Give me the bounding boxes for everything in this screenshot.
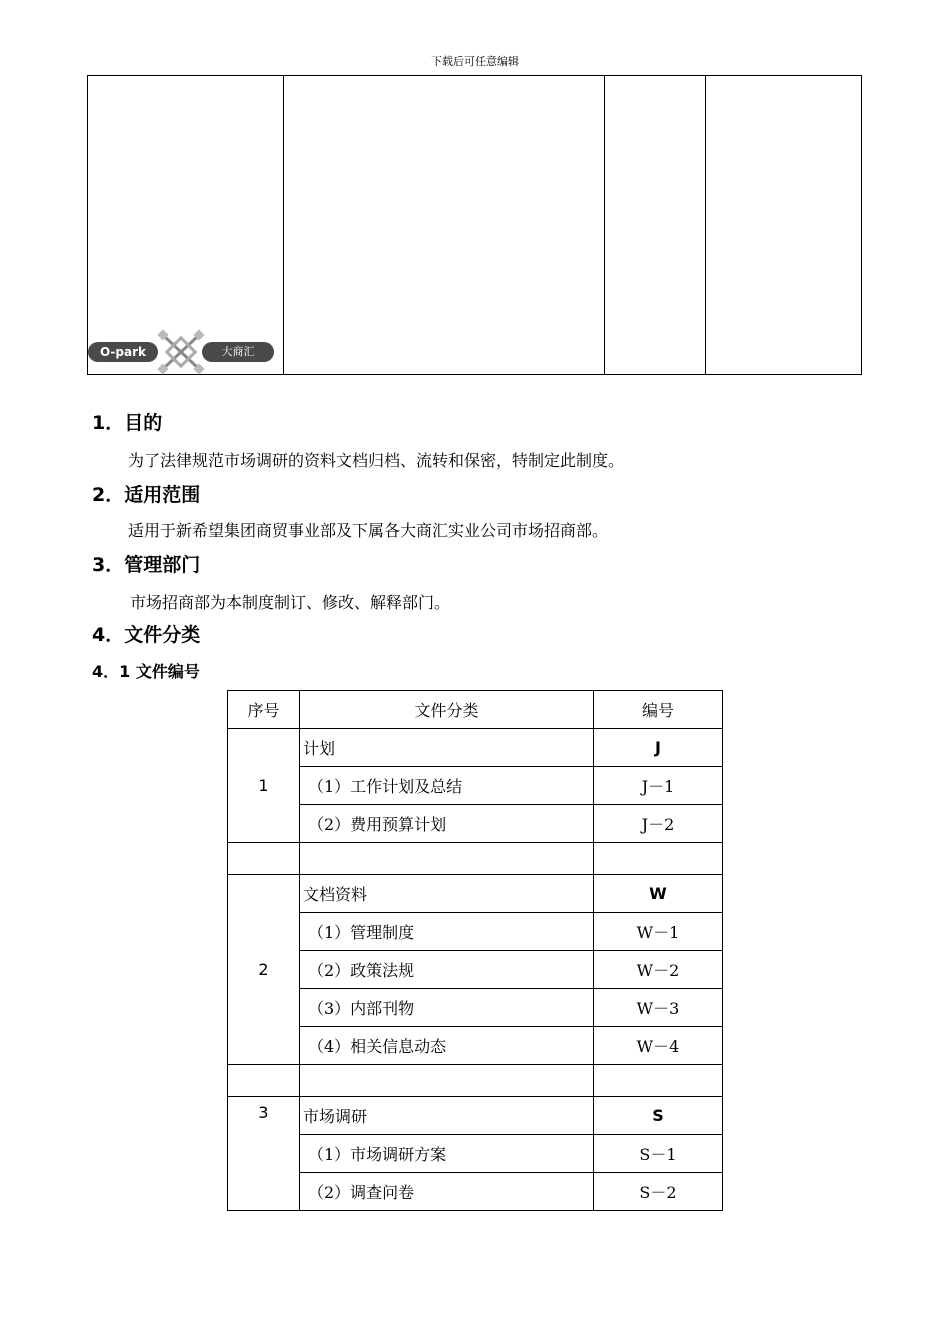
spacer-row	[228, 1065, 723, 1097]
table-row	[228, 729, 723, 767]
subsection-heading: 4．1 文件编号	[92, 662, 200, 681]
item-code: W－3	[594, 989, 723, 1027]
column-divider	[705, 76, 706, 374]
header-note: 下载后可任意编辑	[431, 55, 519, 68]
category-code: J	[594, 729, 723, 767]
logo-left-text: O-park	[88, 342, 158, 362]
item-name: （1）管理制度	[300, 913, 594, 951]
table-row	[228, 913, 723, 951]
section-heading: 1．目的	[92, 412, 163, 434]
item-code: W－4	[594, 1027, 723, 1065]
table-row	[228, 951, 723, 989]
category-name: 市场调研	[300, 1097, 594, 1135]
section-heading: 3．管理部门	[92, 554, 201, 576]
item-code: S－1	[594, 1135, 723, 1173]
table-row	[228, 1173, 723, 1211]
spacer-row	[228, 843, 723, 875]
category-code: S	[594, 1097, 723, 1135]
section-heading: 2．适用范围	[92, 484, 201, 506]
table-row	[228, 767, 723, 805]
logo-emblem-icon	[156, 328, 206, 376]
group-number: 1	[228, 729, 300, 843]
column-divider	[283, 76, 284, 374]
table-header-row	[228, 691, 723, 729]
item-code: J－1	[594, 767, 723, 805]
item-name: （1）市场调研方案	[300, 1135, 594, 1173]
logo-right-text: 大商汇	[202, 342, 274, 362]
group-number: 2	[228, 875, 300, 1065]
top-form-box	[87, 75, 862, 375]
table-row	[228, 1027, 723, 1065]
section-body: 为了法律规范市场调研的资料文档归档、流转和保密，特制定此制度。	[128, 451, 625, 470]
item-name: （1）工作计划及总结	[300, 767, 594, 805]
table-row	[228, 1135, 723, 1173]
item-name: （2）政策法规	[300, 951, 594, 989]
category-name: 文档资料	[300, 875, 594, 913]
item-name: （4）相关信息动态	[300, 1027, 594, 1065]
section-body: 适用于新希望集团商贸事业部及下属各大商汇实业公司市场招商部。	[128, 521, 609, 540]
item-code: S－2	[594, 1173, 723, 1211]
column-header: 编号	[594, 691, 723, 729]
category-code: W	[594, 875, 723, 913]
table-row	[228, 805, 723, 843]
table-row	[228, 1097, 723, 1135]
column-header: 文件分类	[300, 691, 594, 729]
section-body: 市场招商部为本制度制订、修改、解释部门。	[130, 593, 451, 612]
item-name: （2）调查问卷	[300, 1173, 594, 1211]
table-row	[228, 875, 723, 913]
item-name: （3）内部刊物	[300, 989, 594, 1027]
item-code: W－2	[594, 951, 723, 989]
column-divider	[604, 76, 605, 374]
opark-logo	[88, 328, 278, 374]
table-row	[228, 989, 723, 1027]
column-header: 序号	[228, 691, 300, 729]
file-code-table	[227, 690, 723, 1211]
group-number: 3	[228, 1097, 300, 1211]
item-name: （2）费用预算计划	[300, 805, 594, 843]
section-heading: 4．文件分类	[92, 624, 201, 646]
item-code: J－2	[594, 805, 723, 843]
category-name: 计划	[300, 729, 594, 767]
item-code: W－1	[594, 913, 723, 951]
